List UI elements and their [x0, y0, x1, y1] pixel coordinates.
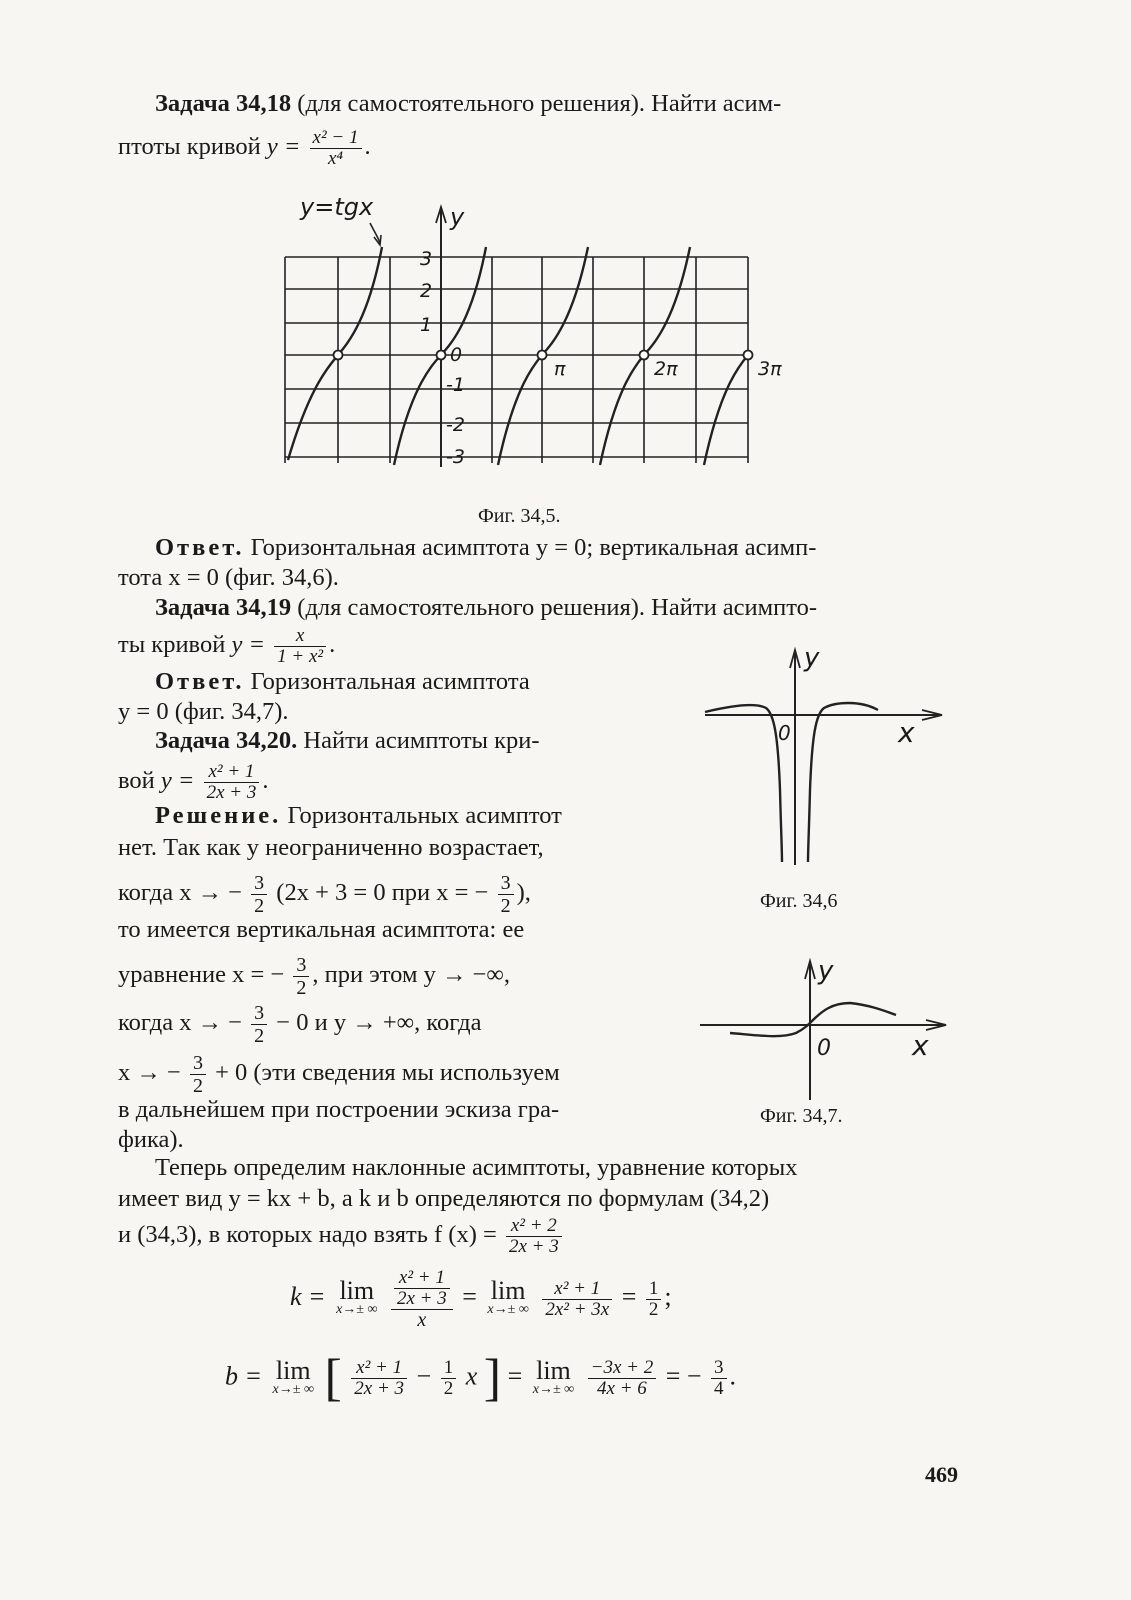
task-20-line-1: Задача 34,20. Найти асимптоты кри-	[155, 727, 540, 754]
xtick-2pi: 2π	[654, 358, 678, 380]
solution-line-8: в дальнейшем при построении эскиза гра-	[118, 1096, 560, 1123]
task-18-fraction: $\frac{\text{x² − 1}}{\text{x⁴}}$	[310, 128, 362, 169]
task-20-fraction: $\frac{\text{x² + 1}}{2x + 3}$	[204, 762, 260, 803]
fig-34-7-x-label: x	[912, 1029, 929, 1062]
figure-34-6	[700, 640, 960, 870]
task-18-line-2: птоты кривой y = $\frac{\text{x² − 1}}{\text{x⁴}}$ .	[118, 127, 371, 169]
task-20-line-2: вой y = $\frac{\text{x² + 1}}{2x + 3}$ .	[118, 761, 269, 803]
solution-line-4: то имеется вертикальная асимптота: ее	[118, 916, 525, 943]
page-number: 469	[925, 1462, 958, 1487]
fig-34-6-y-label: y	[804, 643, 820, 673]
answer-18-line-2: тота x = 0 (фиг. 34,6).	[118, 564, 339, 591]
solution-line-7: x → − $\frac{3}{2}$ + 0 (эти сведения мы используем	[118, 1052, 560, 1097]
formula-b: b = lim x→± ∞ [ $\frac{\text{x² + 1}}{2x + 3}$ − $\frac{1}{2}$ x ] = lim x→± ∞ $\frac{-3x + 2}{4x + 6}$ = − $\frac{3}{4}$ .	[225, 1349, 737, 1407]
ytick-neg1: -1	[446, 374, 465, 396]
figure-34-7	[700, 955, 960, 1105]
figure-34-7-caption: Фиг. 34,7.	[760, 1105, 843, 1127]
xtick-3pi: 3π	[758, 358, 782, 380]
solution-line-3: когда x → − $\frac{3}{2}$ (2x + 3 = 0 при x = − $\frac{3}{2}$ ),	[118, 872, 531, 917]
ytick-1: 1	[420, 314, 433, 336]
ytick-neg3: -3	[446, 446, 465, 468]
task-18-line-1: Задача 34,18 (для самостоятельного решения). Найти асим-	[155, 90, 782, 117]
slant-line-2: имеет вид y = kx + b, а k и b определяются по формулам (34,2)	[118, 1185, 770, 1212]
tg-curve-label: y=tgx	[300, 193, 374, 221]
fig-34-7-origin: 0	[817, 1036, 831, 1061]
figure-34-6-caption: Фиг. 34,6	[760, 890, 838, 912]
figure-34-5-caption: Фиг. 34,5.	[478, 505, 561, 527]
formula-k: k = lim x→± ∞ $\frac{\frac{\text{x² + 1}}{2x + 3}}{x}$ = lim x→± ∞ $\frac{\text{x² + 1}}{\text{2x² + 3x}}$ = $\frac{1}{2}$ ;	[290, 1267, 672, 1331]
task-19-line-1: Задача 34,19 (для самостоятельного решения). Найти асимпто-	[155, 594, 818, 621]
solution-line-6: когда x → − $\frac{3}{2}$ − 0 и y → +∞, когда	[118, 1002, 482, 1047]
f-fraction: $\frac{\text{x² + 2}}{2x + 3}$	[506, 1216, 562, 1257]
figure-34-5	[270, 185, 800, 485]
y-axis-label: y	[450, 203, 465, 231]
ytick-2: 2	[420, 280, 433, 302]
solution-line-9: фика).	[118, 1126, 184, 1153]
solution-line-1: Решение. Горизонтальных асимптот	[155, 802, 562, 829]
solution-line-5: уравнение x = − $\frac{3}{2}$ , при этом y → −∞,	[118, 954, 510, 999]
xtick-pi: π	[554, 358, 566, 380]
solution-line-2: нет. Так как y неограниченно возрастает,	[118, 834, 544, 861]
fig-34-6-origin: 0	[778, 721, 791, 745]
slant-line-3: и (34,3), в которых надо взять f (x) = $\frac{\text{x² + 2}}{2x + 3}$	[118, 1216, 565, 1257]
ytick-neg2: -2	[446, 414, 465, 436]
answer-19-line-1: Ответ. Горизонтальная асимптота	[155, 668, 530, 695]
ytick-3: 3	[420, 248, 433, 270]
ytick-0: 0	[450, 344, 463, 366]
fig-34-7-y-label: y	[818, 956, 834, 986]
answer-18-line-1: Ответ. Горизонтальная асимптота y = 0; вертикальная асимп-	[155, 534, 817, 561]
answer-19-line-2: y = 0 (фиг. 34,7).	[118, 698, 289, 725]
fig-34-6-x-label: x	[898, 716, 915, 749]
slant-line-1: Теперь определим наклонные асимптоты, уравнение которых	[155, 1154, 798, 1181]
task-19-line-2: ты кривой y = $\frac{x}{\text{1 + x²}}$ .	[118, 625, 336, 667]
task-19-fraction: $\frac{x}{\text{1 + x²}}$	[274, 626, 326, 667]
